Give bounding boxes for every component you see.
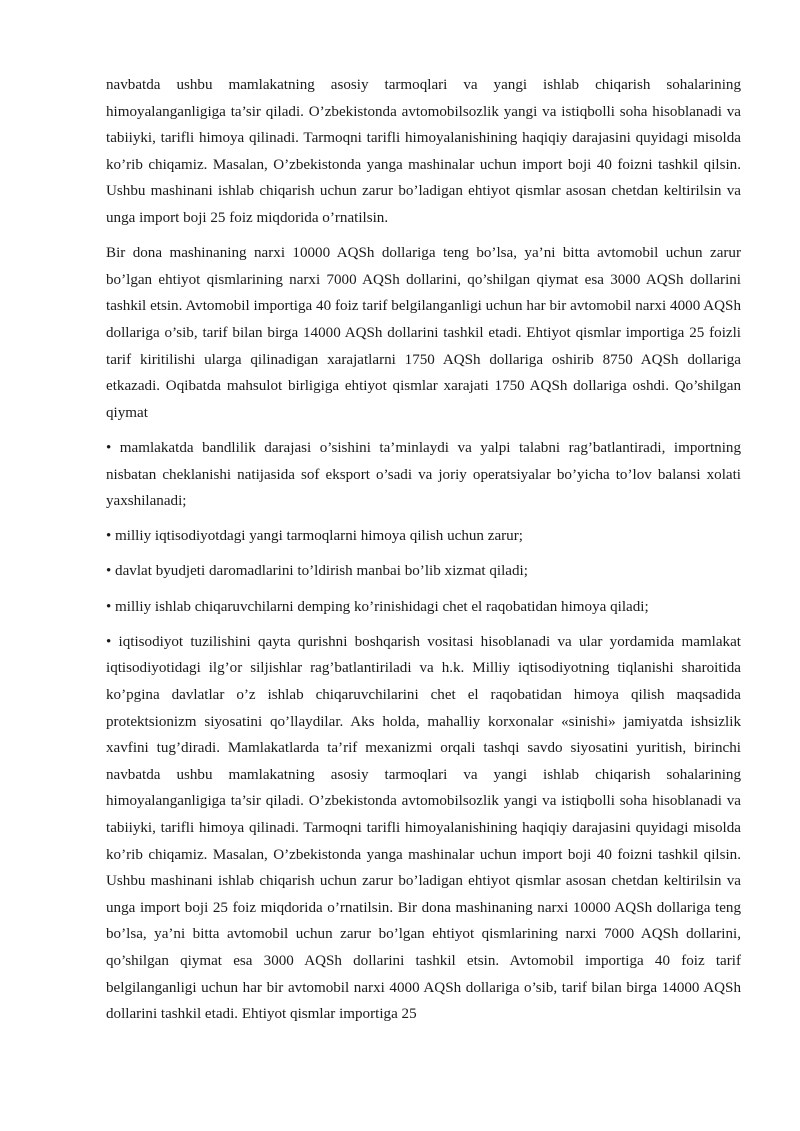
bullet-protect-new-industries: • milliy iqtisodiyotdagi yangi tarmoqlarni himoya qilish uchun zarur; (106, 528, 523, 545)
bullet-anti-dumping: • milliy ishlab chiqaruvchilarni demping ko’rinishidagi chet el raqobatidan himoya qiladi; (106, 598, 649, 615)
bullet-restructuring-tool: • iqtisodiyot tuzilishini qayta qurishni boshqarish vositasi hisoblanadi va ular yordamida mamlakat iqtisodiyotidagi ilg’or siljishlar rag’batlantiriladi va h.k. Milliy iqtisodiyotning tiqlanishi sharoitida ko’pgina davlatlar o’z ishlab chiqaruvchilarini chet el raqobatidan himoya qilish maqsadida protektsionizm siyosatini qo’llaydilar. Aks holda, mahalliy korxonalar «sinishi» jamiyatda ishsizlik xavfini tug’diradi. Mamlakatlarda ta’rif mexanizmi orqali tashqi savdo siyosatini yuritish, birinchi navbatda ushbu mamlakatning asosiy tarmoqlari va yangi ishlab chiqarish sohalarining himoyalanganligiga ta’sir qiladi. O’zbekistonda avtomobilsozlik yangi va istiqbolli soha hisoblanadi va tabiiyki, tarifli himoya qilinadi. Tarmoqni tarifli himoyalanishining haqiqiy darajasini quyidagi misolda ko’rib chiqamiz. Masalan, O’zbekistonda yanga mashinalar uchun import boji 40 foizni tashkil qilsin. Ushbu mashinani ishlab chiqarish uchun zarur bo’ladigan ehtiyot qismlar asosan chetdan keltirilsin va unga import boji 25 foiz miqdorida o’rnatilsin. Bir dona mashinaning narxi 10000 AQSh dollariga teng bo’lsa, ya’ni bitta avtomobil uchun zarur bo’lgan ehtiyot qismlarining narxi 7000 AQSh dollarini, qo’shilgan qiymat esa 3000 AQSh dollarini tashkil etsin. Avtomobil importiga 40 foiz tarif belgilanganligi uchun har bir avtomobil narxi 4000 AQSh dollariga o’sib, tarif bilan birga 14000 AQSh dollarini tashkil etadi. Ehtiyot qismlar importiga 25 (106, 633, 741, 1023)
paragraph-car-price-example: Bir dona mashinaning narxi 10000 AQSh dollariga teng bo’lsa, ya’ni bitta avtomobil uchun zarur bo’lgan ehtiyot qismlarining narxi 7000 AQSh dollarini, qo’shilgan qiymat esa 3000 AQSh dollarini tashkil etsin. Avtomobil importiga 40 foiz tarif belgilanganligi uchun har bir avtomobil narxi 4000 AQSh dollariga o’sib, tarif bilan birga 14000 AQSh dollarini tashkil etadi. Ehtiyot qismlar importiga 25 foizli tarif kiritilishi ularga qilinadigan xarajatlarni 1750 AQSh dollariga oshirib 8750 AQSh dollariga etkazadi. Oqibatda mahsulot birligiga ehtiyot qismlar xarajati 1750 AQSh dollariga oshdi. Qo’shilgan qiymat (106, 245, 741, 421)
document-body (106, 72, 741, 1036)
bullet-budget-revenue: • davlat byudjeti daromadlarini to’ldirish manbai bo’lib xizmat qiladi; (106, 563, 528, 580)
bullet-employment-growth: • mamlakatda bandlilik darajasi o’sishini ta’minlaydi va yalpi talabni rag’batlantiradi, importning nisbatan cheklanishi natijasida sof eksport o’sadi va joriy operatsiyalar bo’yicha to’lov balansi xolati yaxshilanadi; (106, 439, 741, 510)
paragraph-tariff-protection-intro: navbatda ushbu mamlakatning asosiy tarmoqlari va yangi ishlab chiqarish sohalarining himoyalanganligiga ta’sir qiladi. O’zbekistonda avtomobilsozlik yangi va istiqbolli soha hisoblanadi va tabiiyki, tarifli himoya qilinadi. Tarmoqni tarifli himoyalanishining haqiqiy darajasini quyidagi misolda ko’rib chiqamiz. Masalan, O’zbekistonda yanga mashinalar uchun import boji 40 foizni tashkil qilsin. Ushbu mashinani ishlab chiqarish uchun zarur bo’ladigan ehtiyot qismlar asosan chetdan keltirilsin va unga import boji 25 foiz miqdorida o’rnatilsin. (106, 77, 741, 226)
